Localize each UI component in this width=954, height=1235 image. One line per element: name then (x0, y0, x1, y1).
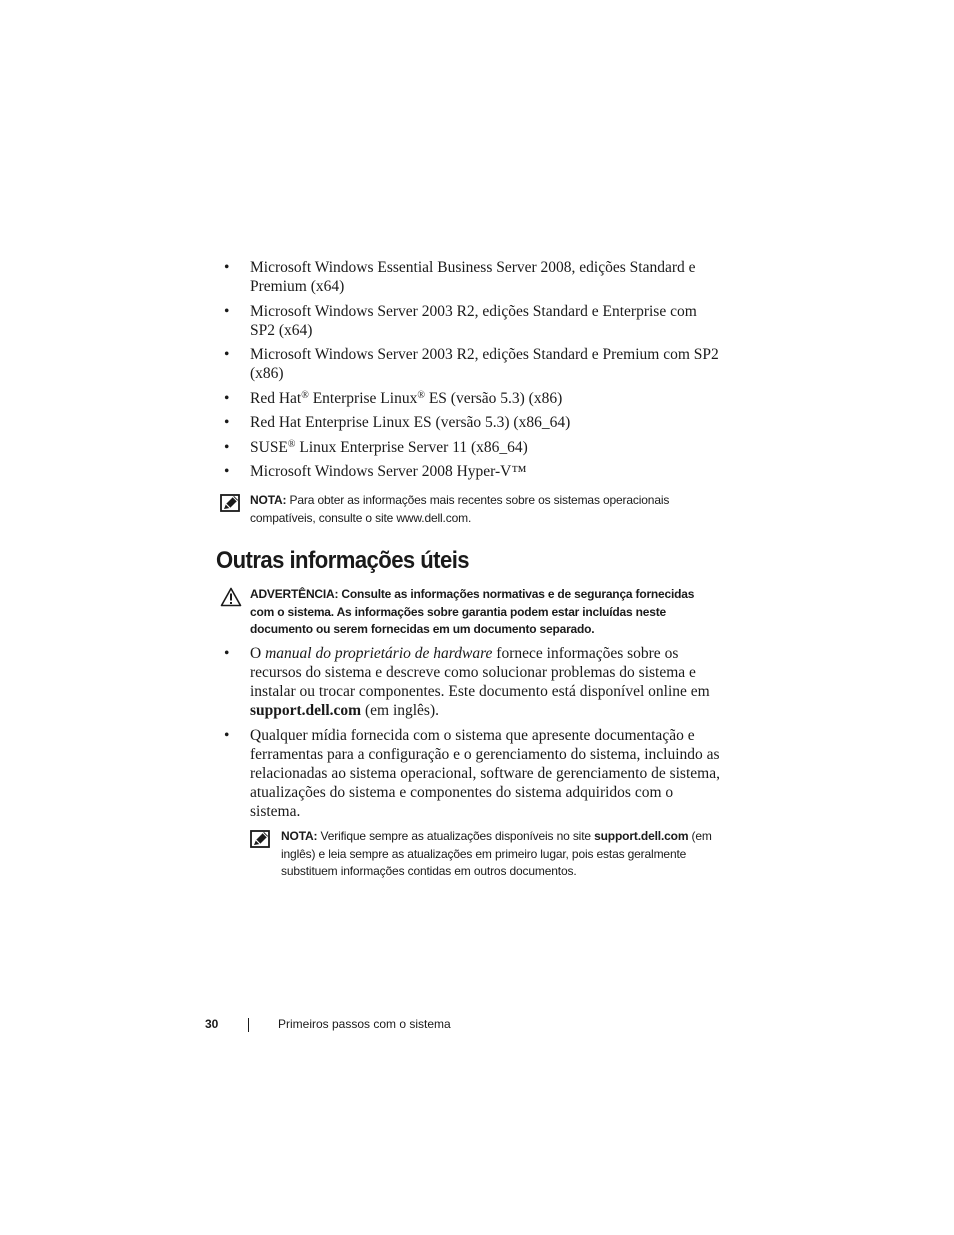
registered-mark: ® (417, 389, 425, 401)
list-item-text: Microsoft Windows Server 2003 R2, edições Standard e Premium com SP2 (x86) (250, 346, 719, 382)
bullet: • (224, 302, 230, 320)
list-item (222, 389, 722, 408)
warning-text (250, 586, 720, 639)
bullet: • (224, 414, 230, 431)
bullet: • (224, 438, 230, 456)
site-link[interactable]: www.dell.com (396, 510, 468, 525)
list-item (222, 726, 722, 821)
list-item (222, 258, 722, 296)
list-item-text: Enterprise Linux (308, 389, 418, 407)
note-end: . (467, 510, 472, 525)
note-body: Verifique sempre as atualizações disponíveis no site (317, 829, 595, 843)
os-list (222, 258, 722, 487)
registered-mark: ® (301, 389, 309, 401)
list-item-text: Red Hat (250, 389, 302, 407)
note-text (281, 828, 721, 881)
info-list (222, 644, 722, 827)
bullet: • (224, 259, 230, 276)
bullet: • (224, 645, 230, 662)
footer-divider (248, 1018, 249, 1032)
list-item-text: Linux Enterprise Server 11 (x86_64) (295, 438, 528, 456)
registered-mark: ® (287, 438, 296, 450)
list-item (222, 438, 722, 457)
list-item-text: Microsoft Windows Server 2008 Hyper-V™ (250, 463, 527, 480)
note-text (250, 492, 720, 527)
warning-label: ADVERTÊNCIA: (250, 587, 339, 601)
page-number: 30 (205, 1017, 219, 1031)
list-item-text: ES (versão 5.3) (x86) (424, 389, 563, 407)
list-item (222, 413, 722, 432)
note-label: NOTA: (250, 493, 287, 507)
warning-body: Consulte as informações normativas e de segurança fornecidas com o sistema. As informações sobre garantia podem estar incluídas neste documento ou serem fornecidas em um documento separado. (250, 587, 695, 636)
list-item-text: (em inglês). (361, 702, 440, 719)
note-end: (em inglês) e leia sempre as atualizações em primeiro lugar, pois estas geralmente substituem informações contidas em outros documentos. (281, 829, 712, 878)
list-item-text: Microsoft Windows Essential Business Server 2008, edições Standard e Premium (x64) (250, 259, 696, 295)
pencil-note-icon (220, 494, 240, 512)
note-body: Para obter as informações mais recentes sobre os sistemas operacionais compatíveis, consulte o site (250, 493, 670, 525)
list-item (222, 644, 722, 720)
bullet: • (224, 463, 230, 480)
section-title: Outras informações úteis (216, 547, 470, 574)
site-link[interactable]: support.dell.com (594, 829, 689, 843)
pencil-note-icon (250, 830, 270, 848)
list-item-text: SUSE (250, 438, 288, 456)
list-item-text: Red Hat Enterprise Linux ES (versão 5.3) (x86_64) (250, 414, 571, 431)
list-item (222, 345, 722, 383)
list-item-text: Qualquer mídia fornecida com o sistema que apresente documentação e ferramentas para a configuração e o gerenciamento do sistema, incluindo as relacionadas ao sistema operacional, software de gerenciamento de sistema, atualizações do sistema e componentes do sistema adquiridos com o sistema. (250, 727, 720, 820)
footer-title: Primeiros passos com o sistema (278, 1017, 451, 1031)
bullet: • (224, 346, 230, 363)
manual-title: manual do proprietário de hardware (265, 645, 493, 662)
list-item-text: O (250, 645, 266, 662)
bullet: • (224, 727, 230, 744)
list-item-text: fornece informações sobre os recursos do sistema e descreve como solucionar problemas do sistema e instalar ou trocar componentes. Este documento está disponível online em (250, 645, 710, 700)
list-item (222, 462, 722, 481)
site-link[interactable]: support.dell.com (250, 702, 362, 719)
bullet: • (224, 389, 230, 407)
note-label: NOTA: (281, 829, 318, 843)
list-item (222, 302, 722, 340)
list-item-text: Microsoft Windows Server 2003 R2, edições Standard e Enterprise com SP2 (x64) (250, 302, 697, 339)
warning-triangle-icon (220, 587, 242, 607)
